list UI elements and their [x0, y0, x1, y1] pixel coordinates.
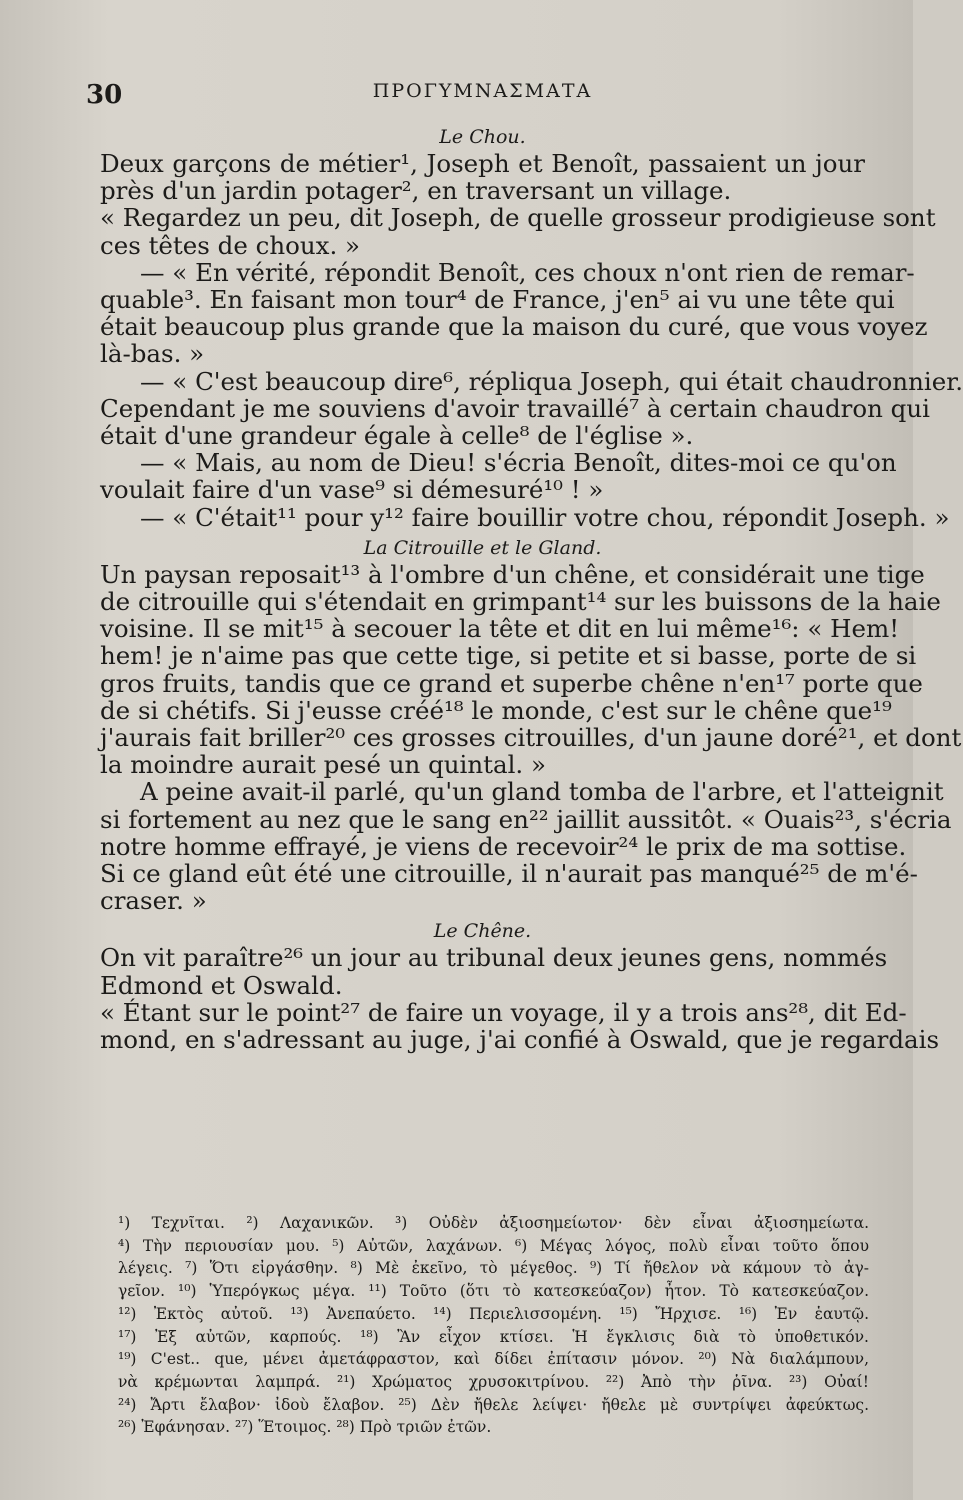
- text-line: « Étant sur le point²⁷ de faire un voyage, il y a trois ans²⁸, dit Ed-: [100, 997, 907, 1027]
- text-line: — « C'est beaucoup dire⁶, répliqua Joseph, qui était chaudronnier.: [140, 366, 963, 396]
- section-title-chene: Le Chêne.: [433, 920, 532, 943]
- text-line: était beaucoup plus grande que la maison du curé, que vous voyez: [100, 312, 928, 342]
- footnote-line: ²⁶) Ἐφάνησαν. ²⁷) Ἕτοιμος. ²⁸) Πρὸ τριῶν ἐτῶν.: [118, 1418, 492, 1437]
- text-line: notre homme effrayé, je viens de recevoir²⁴ le prix de ma sottise.: [100, 831, 907, 861]
- footnote-line: ¹⁹) C'est.. que, μένει ἀμετάφραστον, καὶ δίδει ἐπίτασιν μόνον. ²⁰) Νὰ διαλάμπουν,: [118, 1350, 869, 1369]
- text-line: était d'une grandeur égale à celle⁸ de l'église ».: [100, 421, 694, 451]
- footnote-line: ¹⁷) Ἐξ αὐτῶν, καρπούς. ¹⁸) Ἂν εἶχον κτίσει. Ἡ ἔγκλισις διὰ τὸ ὑποθετικόν.: [118, 1327, 869, 1346]
- text-line: — « Mais, au nom de Dieu! s'écria Benoît, dites-moi ce qu'on: [140, 448, 897, 478]
- footnote-line: λέγεις. ⁷) Ὅτι εἰργάσθην. ⁸) Μὲ ἐκεῖνο, τὸ μέγεθος. ⁹) Τί ἤθελον νὰ κάμουν τὸ ἀγ-: [118, 1259, 869, 1278]
- text-line: voulait faire d'un vase⁹ si démesuré¹⁰ ! »: [100, 475, 604, 505]
- text-line: A peine avait-il parlé, qu'un gland tomba de l'arbre, et l'atteignit: [140, 777, 944, 807]
- text-line: ces têtes de choux. »: [100, 230, 361, 260]
- text-line: Un paysan reposait¹³ à l'ombre d'un chêne, et considérait une tige: [100, 559, 925, 589]
- text-line: près d'un jardin potager², en traversant un village.: [100, 176, 732, 206]
- footnote-line: ⁴) Τὴν περιουσίαν μου. ⁵) Αὐτῶν, λαχάνων. ⁶) Μέγας λόγος, πολὺ εἶναι τοῦτο ὅπου: [118, 1236, 869, 1255]
- text-line: j'aurais fait briller²⁰ ces grosses citrouilles, d'un jaune doré²¹, et dont: [100, 723, 962, 753]
- text-line: gros fruits, tandis que ce grand et superbe chêne n'en¹⁷ porte que: [100, 668, 923, 698]
- page-number: 30: [86, 80, 123, 110]
- section-title-chou: Le Chou.: [439, 126, 526, 148]
- text-line: si fortement au nez que le sang en²² jaillit aussitôt. « Ouais²³, s'écria: [100, 804, 952, 834]
- footnote-line: νὰ κρέμωνται λαμπρά. ²¹) Χρώματος χρυσοκιτρίνου. ²²) Ἀπὸ τὴν ῥῖνα. ²³) Οὐαί!: [118, 1372, 869, 1391]
- text-line: là-bas. »: [100, 339, 205, 369]
- text-line: Si ce gland eût été une citrouille, il n'aurait pas manqué²⁵ de m'é-: [100, 859, 918, 889]
- text-block-chene: [100, 943, 940, 1055]
- footnote-line: ¹) Τεχνῖται. ²) Λαχανικῶν. ³) Οὐδὲν ἀξιοσημείωτον· δὲν εἶναι ἀξιοσημείωτα.: [118, 1214, 869, 1232]
- text-line: mond, en s'adressant au juge, j'ai confié à Oswald, que je regardais: [100, 1025, 940, 1055]
- footnote-line: ¹²) Ἐκτὸς αὐτοῦ. ¹³) Ἀνεπαύετο. ¹⁴) Περιελισσομένη. ¹⁵) Ἤρχισε. ¹⁶) Ἐν ἑαυτῷ.: [118, 1304, 869, 1323]
- text-line: — « C'était¹¹ pour y¹² faire bouillir votre chou, répondit Joseph. »: [140, 502, 950, 532]
- text-line: craser. »: [100, 886, 207, 916]
- text-block-chou: [100, 149, 963, 532]
- page-header: [86, 70, 865, 120]
- text-line: hem! je n'aime pas que cette tige, si petite et si basse, porte de si: [100, 641, 917, 671]
- text-line: voisine. Il se mit¹⁵ à secouer la tête et dit en lui même¹⁶: « Hem!: [100, 614, 900, 644]
- text-line: « Regardez un peu, dit Joseph, de quelle grosseur prodigieuse sont: [100, 203, 936, 233]
- footnote-line: γεῖον. ¹⁰) Ὑπερόγκως μέγα. ¹¹) Τοῦτο (ὅτι τὸ κατεσκεύαζον) ἦτον. Τὸ κατεσκεύαζον.: [118, 1282, 869, 1301]
- text-block-citrouille: [100, 559, 962, 916]
- text-line: Edmond et Oswald.: [100, 970, 343, 1000]
- text-line: de si chétifs. Si j'eusse créé¹⁸ le monde, c'est sur le chêne que¹⁹: [100, 695, 892, 725]
- text-line: de citrouille qui s'étendait en grimpant¹⁴ sur les buissons de la haie: [100, 587, 941, 617]
- footnote-line: ²⁴) Ἄρτι ἔλαβον· ἰδοὺ ἔλαβον. ²⁵) Δὲν ἤθελε λείψει· ἤθελε μὲ συντρίψει ἀφεύκτως.: [118, 1395, 869, 1414]
- running-title: ΠΡΟΓΥΜΝΑΣΜΑΤΑ: [372, 80, 593, 102]
- text-line: la moindre aurait pesé un quintal. »: [100, 750, 547, 780]
- text-line: Cependant je me souviens d'avoir travaillé⁷ à certain chaudron qui: [100, 393, 930, 423]
- text-line: quable³. En faisant mon tour⁴ de France, j'en⁵ ai vu une tête qui: [100, 285, 895, 315]
- text-line: On vit paraître²⁶ un jour au tribunal deux jeunes gens, nommés: [100, 943, 888, 973]
- footnotes: [118, 1212, 869, 1439]
- text-line: Deux garçons de métier¹, Joseph et Benoît, passaient un jour: [100, 149, 865, 178]
- section-title-citrouille: La Citrouille et le Gland.: [363, 536, 602, 559]
- text-line: — « En vérité, répondit Benoît, ces choux n'ont rien de remar-: [140, 257, 915, 287]
